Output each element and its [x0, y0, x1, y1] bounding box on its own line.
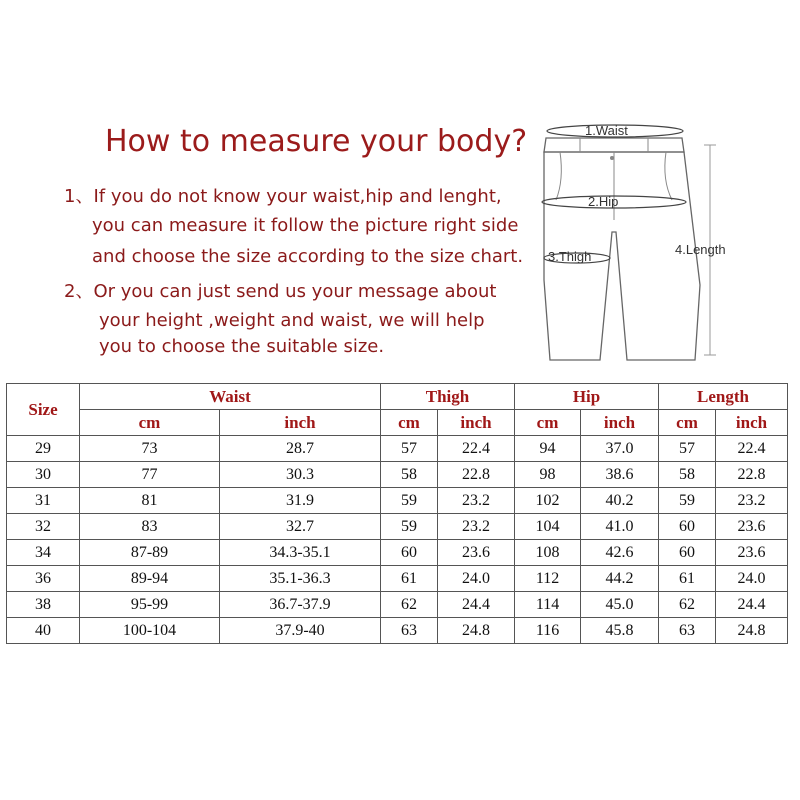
- table-cell: 32: [7, 514, 80, 540]
- table-cell: 41.0: [581, 514, 659, 540]
- table-cell: 37.0: [581, 436, 659, 462]
- table-cell: 108: [515, 540, 581, 566]
- table-cell: 38: [7, 592, 80, 618]
- table-cell: 60: [659, 514, 716, 540]
- table-cell: 63: [659, 618, 716, 644]
- instruction-line-2: you can measure it follow the picture right side: [92, 215, 519, 236]
- table-cell: 31: [7, 488, 80, 514]
- table-cell: 30: [7, 462, 80, 488]
- length-label: 4.Length: [675, 242, 726, 257]
- unit-header: inch: [438, 410, 515, 436]
- table-cell: 37.9-40: [220, 618, 381, 644]
- table-cell: 59: [381, 514, 438, 540]
- unit-header: inch: [581, 410, 659, 436]
- table-cell: 22.8: [438, 462, 515, 488]
- table-cell: 24.4: [716, 592, 788, 618]
- table-cell: 62: [659, 592, 716, 618]
- table-cell: 28.7: [220, 436, 381, 462]
- table-cell: 22.8: [716, 462, 788, 488]
- length-group-header: Length: [659, 384, 788, 410]
- table-cell: 77: [80, 462, 220, 488]
- table-cell: 38.6: [581, 462, 659, 488]
- page-title: How to measure your body?: [105, 124, 528, 159]
- table-cell: 30.3: [220, 462, 381, 488]
- table-cell: 60: [659, 540, 716, 566]
- table-cell: 24.8: [438, 618, 515, 644]
- table-cell: 94: [515, 436, 581, 462]
- table-row: [7, 618, 788, 644]
- table-cell: 23.2: [438, 514, 515, 540]
- unit-header: cm: [515, 410, 581, 436]
- instruction-line-3: and choose the size according to the size chart.: [92, 246, 524, 267]
- table-cell: 23.6: [716, 514, 788, 540]
- table-row: [7, 514, 788, 540]
- table-cell: 35.1-36.3: [220, 566, 381, 592]
- pants-measurement-diagram: [530, 110, 800, 370]
- table-cell: 34.3-35.1: [220, 540, 381, 566]
- size-chart-body: [7, 436, 788, 644]
- table-cell: 23.6: [438, 540, 515, 566]
- unit-header: cm: [381, 410, 438, 436]
- table-row: [7, 540, 788, 566]
- table-cell: 24.8: [716, 618, 788, 644]
- table-cell: 42.6: [581, 540, 659, 566]
- table-cell: 24.0: [438, 566, 515, 592]
- unit-header: cm: [659, 410, 716, 436]
- table-cell: 81: [80, 488, 220, 514]
- table-cell: 114: [515, 592, 581, 618]
- table-cell: 45.0: [581, 592, 659, 618]
- unit-header: inch: [220, 410, 381, 436]
- unit-header: inch: [716, 410, 788, 436]
- table-cell: 44.2: [581, 566, 659, 592]
- instruction-line-6: you to choose the suitable size.: [99, 336, 385, 357]
- instruction-line-4: 2、Or you can just send us your message about: [64, 281, 497, 302]
- thigh-label: 3.Thigh: [548, 249, 592, 264]
- instruction-line-5: your height ,weight and waist, we will help: [99, 310, 485, 331]
- table-cell: 32.7: [220, 514, 381, 540]
- table-cell: 112: [515, 566, 581, 592]
- table-cell: 95-99: [80, 592, 220, 618]
- table-cell: 59: [659, 488, 716, 514]
- hip-label: 2.Hip: [588, 194, 619, 209]
- table-cell: 98: [515, 462, 581, 488]
- table-row: [7, 436, 788, 462]
- instruction-line-1: 1、If you do not know your waist,hip and lenght,: [64, 186, 502, 207]
- waist-label: 1.Waist: [585, 123, 628, 138]
- table-cell: 22.4: [438, 436, 515, 462]
- thigh-group-header: Thigh: [381, 384, 515, 410]
- table-cell: 58: [659, 462, 716, 488]
- table-cell: 63: [381, 618, 438, 644]
- unit-header: cm: [80, 410, 220, 436]
- table-row: [7, 592, 788, 618]
- table-cell: 23.2: [716, 488, 788, 514]
- table-cell: 61: [381, 566, 438, 592]
- table-cell: 73: [80, 436, 220, 462]
- table-cell: 40: [7, 618, 80, 644]
- table-cell: 24.4: [438, 592, 515, 618]
- pants-illustration: [530, 110, 800, 370]
- table-cell: 23.2: [438, 488, 515, 514]
- table-cell: 60: [381, 540, 438, 566]
- table-cell: 62: [381, 592, 438, 618]
- table-cell: 45.8: [581, 618, 659, 644]
- waist-group-header: Waist: [80, 384, 381, 410]
- table-cell: 58: [381, 462, 438, 488]
- hip-group-header: Hip: [515, 384, 659, 410]
- size-chart-table: [6, 383, 788, 644]
- table-cell: 102: [515, 488, 581, 514]
- table-cell: 59: [381, 488, 438, 514]
- table-cell: 22.4: [716, 436, 788, 462]
- table-cell: 100-104: [80, 618, 220, 644]
- table-cell: 57: [381, 436, 438, 462]
- table-row: [7, 462, 788, 488]
- table-cell: 36: [7, 566, 80, 592]
- table-cell: 104: [515, 514, 581, 540]
- table-cell: 87-89: [80, 540, 220, 566]
- table-cell: 61: [659, 566, 716, 592]
- table-cell: 83: [80, 514, 220, 540]
- size-column-header: Size: [7, 384, 80, 436]
- table-cell: 31.9: [220, 488, 381, 514]
- table-cell: 57: [659, 436, 716, 462]
- table-row: [7, 566, 788, 592]
- table-cell: 36.7-37.9: [220, 592, 381, 618]
- table-cell: 34: [7, 540, 80, 566]
- table-cell: 89-94: [80, 566, 220, 592]
- table-cell: 40.2: [581, 488, 659, 514]
- table-cell: 24.0: [716, 566, 788, 592]
- table-cell: 23.6: [716, 540, 788, 566]
- table-row: [7, 488, 788, 514]
- table-cell: 29: [7, 436, 80, 462]
- table-cell: 116: [515, 618, 581, 644]
